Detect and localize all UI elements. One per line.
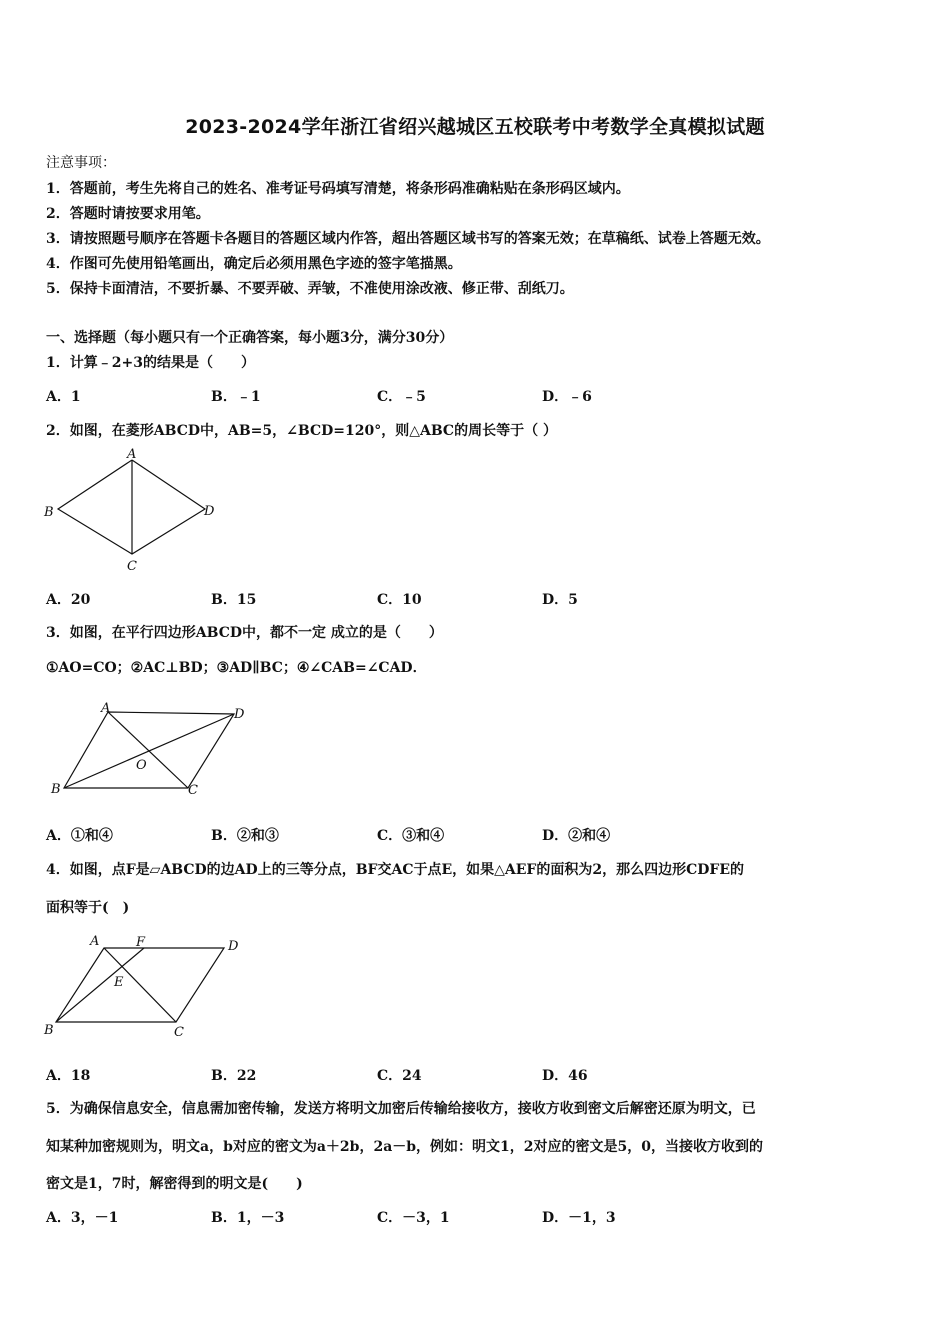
figure-label: C <box>127 559 137 574</box>
figure-label: A <box>127 447 137 462</box>
section-heading: 一、选择题（每小题只有一个正确答案，每小题3分，满分30分） <box>46 330 454 346</box>
note-item: 2．答题时请按要求用笔。 <box>46 206 210 222</box>
question-5-stem-cont: 知某种加密规则为，明文a，b对应的密文为a＋2b，2a－b，例如：明文1，2对应的密文是5，0，当接收方收到的 <box>46 1139 764 1155</box>
figure-label: E <box>114 975 124 990</box>
q4-option-a[interactable]: A．18 <box>46 1068 91 1084</box>
note-item: 1．答题前，考生先将自己的姓名、准考证号码填写清楚，将条形码准确粘贴在条形码区域内。 <box>46 181 630 197</box>
parallelogram-figure <box>44 698 254 800</box>
q2-option-b[interactable]: B．15 <box>211 592 257 608</box>
figure-label: B <box>44 505 54 520</box>
question-5-stem-end: 密文是1，7时，解密得到的明文是( ) <box>46 1176 303 1192</box>
figure-label: F <box>136 935 146 950</box>
figure-label: B <box>51 782 61 797</box>
question-5-stem: 5．为确保信息安全，信息需加密传输，发送方将明文加密后传输给接收方，接收方收到密文后解密还原为明文，已 <box>46 1101 756 1117</box>
q3-option-d[interactable]: D．②和④ <box>542 828 611 844</box>
figure-label: D <box>228 939 239 954</box>
figure-label: D <box>234 707 245 722</box>
note-item: 4．作图可先使用铅笔画出，确定后必须用黑色字迹的签字笔描黑。 <box>46 256 462 272</box>
figure-label: C <box>188 783 198 798</box>
figure-label: O <box>136 758 147 773</box>
q5-option-b[interactable]: B．1，－3 <box>211 1210 285 1226</box>
q4-option-d[interactable]: D．46 <box>542 1068 588 1084</box>
q1-option-d[interactable]: D．﹣6 <box>542 389 592 405</box>
q3-option-a[interactable]: A．①和④ <box>46 828 113 844</box>
q3-option-b[interactable]: B．②和③ <box>211 828 279 844</box>
figure-label: C <box>174 1025 184 1040</box>
note-item: 5．保持卡面清洁，不要折暴、不要弄破、弄皱，不准使用涂改液、修正带、刮纸刀。 <box>46 281 574 297</box>
question-3-stem: 3．如图，在平行四边形ABCD中，都不一定 成立的是（ ） <box>46 625 443 641</box>
q3-option-c[interactable]: C．③和④ <box>377 828 445 844</box>
q5-option-a[interactable]: A．3，－1 <box>46 1210 119 1226</box>
question-2-stem: 2．如图，在菱形ABCD中，AB=5，∠BCD=120°，则△ABC的周长等于（ ） <box>46 423 557 439</box>
q4-option-c[interactable]: C．24 <box>377 1068 422 1084</box>
q2-option-d[interactable]: D．5 <box>542 592 578 608</box>
q1-option-a[interactable]: A．1 <box>46 389 81 405</box>
question-1-stem: 1．计算﹣2+3的结果是（ ） <box>46 355 255 371</box>
q1-option-b[interactable]: B．﹣1 <box>211 389 261 405</box>
q2-option-c[interactable]: C．10 <box>377 592 422 608</box>
note-item: 3．请按照题号顺序在答题卡各题目的答题区域内作答，超出答题区域书写的答案无效；在草稿纸、试卷上答题无效。 <box>46 231 770 247</box>
q1-option-c[interactable]: C．﹣5 <box>377 389 426 405</box>
q4-option-b[interactable]: B．22 <box>211 1068 257 1084</box>
figure-label: A <box>101 701 111 716</box>
q5-option-d[interactable]: D．－1，3 <box>542 1210 616 1226</box>
page-title: 2023-2024学年浙江省绍兴越城区五校联考中考数学全真模拟试题 <box>185 116 765 138</box>
rhombus-figure <box>40 446 230 578</box>
question-4-stem: 4．如图，点F是▱ABCD的边AD上的三等分点，BF交AC于点E，如果△AEF的面积为2，那么四边形CDFE的 <box>46 862 745 878</box>
figure-label: D <box>204 504 215 519</box>
question-4-stem-cont: 面积等于( ) <box>46 900 130 916</box>
figure-label: A <box>90 934 100 949</box>
q5-option-c[interactable]: C．－3，1 <box>377 1210 450 1226</box>
parallelogram-aef-figure <box>42 930 247 1044</box>
question-3-conditions: ①AO=CO；②AC⊥BD；③AD∥BC；④∠CAB=∠CAD． <box>46 660 427 676</box>
q2-option-a[interactable]: A．20 <box>46 592 91 608</box>
notes-heading: 注意事项： <box>46 155 116 171</box>
figure-label: B <box>44 1023 54 1038</box>
